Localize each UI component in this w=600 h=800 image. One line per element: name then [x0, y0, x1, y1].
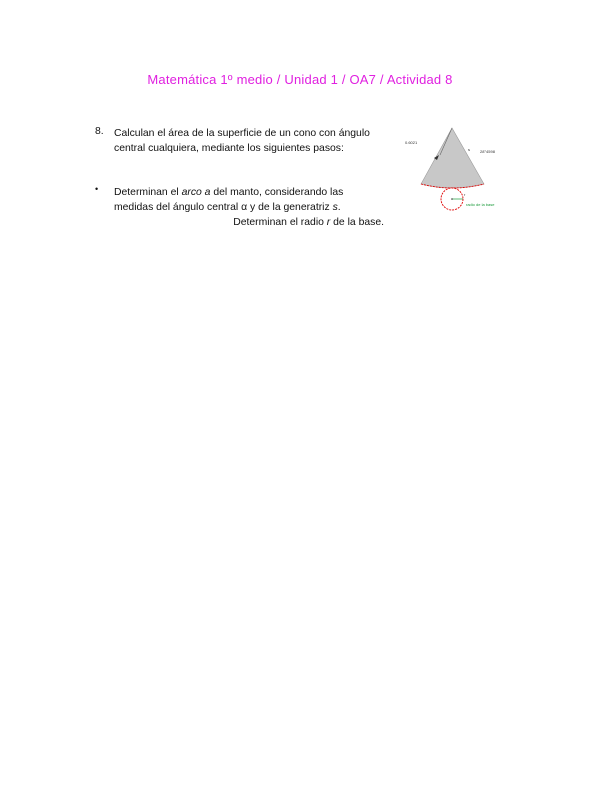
bullet-1-text [114, 185, 384, 215]
bullet-1-arc-term: arco a [181, 187, 211, 198]
cone-diagram [400, 122, 510, 214]
item-8-text: Calculan el área de la superficie de un cono con ángulo central cualquiera, mediante los siguientes pasos: [114, 128, 370, 154]
item-number: 8. [95, 126, 104, 137]
radius-label: r [464, 192, 466, 197]
radius-symbol: r [326, 217, 331, 228]
bullet-icon: • [95, 184, 99, 194]
cone-figure [400, 122, 510, 214]
page-header-title: Matemática 1º medio / Unidad 1 / OA7 / Actividad 8 [147, 72, 453, 87]
value-label: 28°4598 [480, 149, 495, 154]
cone-lateral-surface [421, 128, 484, 188]
bullet-1-text-c: y de la generatriz [247, 202, 333, 213]
step-2-text [114, 215, 384, 230]
bullet-1-text-d: . [337, 202, 341, 213]
bullet-1-text-b: del manto, considerando las medidas del ángulo central [114, 187, 344, 213]
alpha-symbol: α [241, 202, 248, 213]
bullet-1-text-a: Determinan el [114, 187, 182, 198]
step-2-text-b: de la base. [330, 217, 384, 228]
base-center-point [451, 198, 453, 200]
base-radius-label: radio de la base [466, 202, 495, 207]
step-2-text-a: Determinan el radio [233, 217, 327, 228]
generatrix-symbol: s [332, 202, 338, 213]
generatrix-label: s [468, 147, 470, 152]
angle-label: 0.6021 [405, 140, 418, 145]
